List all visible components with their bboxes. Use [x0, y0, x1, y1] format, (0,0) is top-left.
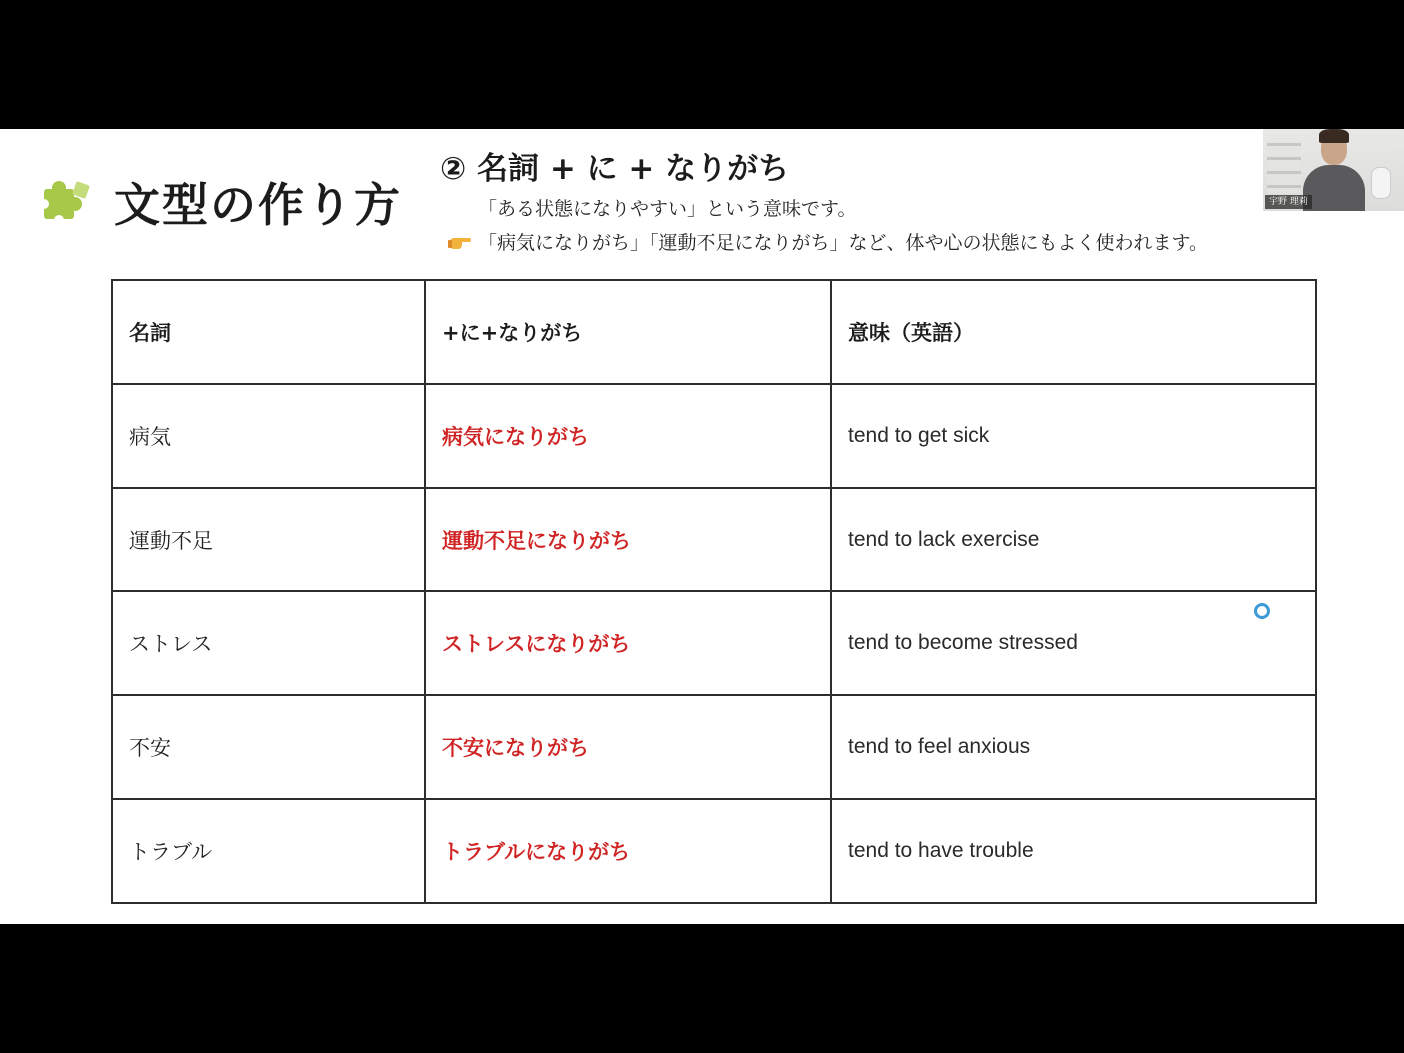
english-cell: tend to feel anxious: [831, 695, 1316, 799]
noun-cell: トラブル: [112, 799, 425, 903]
cursor-indicator: [1254, 603, 1270, 619]
pattern-cell: 病気になりがち: [425, 384, 831, 488]
noun-cell: 病気: [112, 384, 425, 488]
section-heading: ② 名詞 + に + なりがち: [440, 151, 790, 187]
english-cell: tend to lack exercise: [831, 488, 1316, 592]
puzzle-icon: [38, 179, 92, 227]
header-pattern: +に+なりがち: [425, 280, 831, 384]
grammar-table: [111, 279, 1317, 904]
webcam-name-tag: 宇野 理莉: [1265, 195, 1312, 209]
pattern-cell: 運動不足になりがち: [425, 488, 831, 592]
noun-cell: 運動不足: [112, 488, 425, 592]
slide-title: 文型の作り方: [114, 178, 402, 232]
header-meaning: 意味（英語）: [831, 280, 1316, 384]
webcam-person-body: [1303, 165, 1365, 211]
noun-cell: ストレス: [112, 591, 425, 695]
webcam-thumbnail[interactable]: [1263, 129, 1404, 211]
english-cell: tend to become stressed: [831, 591, 1316, 695]
webcam-person-hair: [1319, 129, 1349, 143]
webcam-background-shelf: [1267, 143, 1301, 193]
pattern-cell: トラブルになりがち: [425, 799, 831, 903]
pattern-cell: ストレスになりがち: [425, 591, 831, 695]
table-row: [112, 488, 1316, 592]
table-row: [112, 384, 1316, 488]
table-row: [112, 695, 1316, 799]
table-row: [112, 799, 1316, 903]
pattern-cell: 不安になりがち: [425, 695, 831, 799]
table-header-row: [112, 280, 1316, 384]
english-cell: tend to have trouble: [831, 799, 1316, 903]
table-row: [112, 591, 1316, 695]
english-cell: tend to get sick: [831, 384, 1316, 488]
noun-cell: 不安: [112, 695, 425, 799]
header-noun: 名詞: [112, 280, 425, 384]
pointing-hand-icon: [448, 232, 472, 252]
example-note-text: 「病気になりがち」「運動不足になりがち」など、体や心の状態にもよく使われます。: [478, 232, 1208, 254]
presentation-slide: [0, 129, 1404, 924]
description-text: 「ある状態になりやすい」という意味です。: [478, 198, 857, 220]
microphone-icon: [1371, 167, 1391, 199]
